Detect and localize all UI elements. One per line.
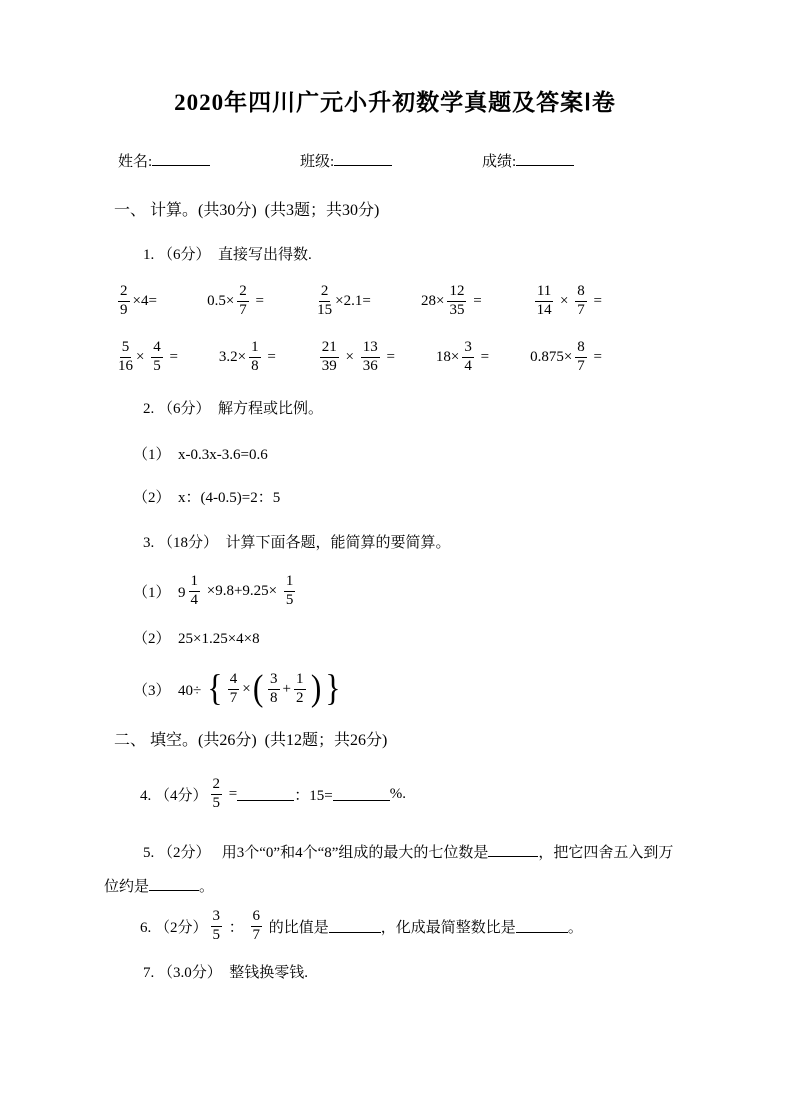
big-bracket: (	[252, 668, 264, 710]
math-text: ×2.1=	[335, 292, 371, 309]
math-text: ：	[225, 919, 248, 936]
big-bracket: {	[207, 668, 223, 710]
question-7-label: 7. （3.0分） 整钱换零钱.	[143, 965, 309, 981]
name-label: 姓名:	[118, 154, 153, 170]
fraction: $\frac{11}{14}$	[536, 282, 552, 318]
math-text: 0.875×	[530, 348, 573, 365]
fraction: $\frac{2}{5}$	[212, 775, 221, 811]
section-2-heading: 二、 填空。(共26分) (共12题；共26分)	[114, 732, 388, 749]
fraction: $\frac{2}{9}$	[120, 282, 128, 318]
question-3-part-1	[133, 569, 790, 613]
student-info-row	[118, 150, 790, 172]
math-text: =	[476, 348, 490, 365]
page-title: 2020年四川广元小升初数学真题及答案Ⅰ卷	[174, 90, 616, 115]
math-expression	[436, 340, 489, 375]
math-text: ，化成最简整数比是	[380, 919, 516, 936]
math-expression	[317, 340, 395, 375]
math-text: =	[589, 348, 602, 365]
math-text: ×	[136, 348, 149, 365]
math-expression	[207, 284, 264, 319]
math-text: （3） 40÷	[133, 682, 205, 699]
answer-blank-line	[516, 919, 568, 933]
math-text: 。	[199, 879, 215, 895]
fraction: $\frac{3}{5}$	[212, 907, 221, 943]
math-text: =	[589, 292, 602, 309]
question-5-paragraph	[104, 836, 682, 904]
answer-blank-line	[333, 787, 390, 801]
fraction: $\frac{1}{5}$	[285, 572, 294, 608]
question-6-line	[140, 904, 790, 948]
name-field	[118, 150, 210, 171]
math-text: 5. （2分） 用3个“0”和4个“8”组成的最大的七位数是	[143, 845, 489, 861]
math-text: ×4=	[132, 292, 157, 309]
math-text: %.	[389, 785, 406, 802]
math-text: 的比值是	[265, 919, 329, 936]
fraction: $\frac{5}{16}$	[118, 338, 133, 374]
math-expression	[219, 340, 276, 375]
fraction: $\frac{4}{5}$	[153, 338, 161, 374]
fraction: $\frac{2}{15}$	[317, 282, 333, 318]
fraction: $\frac{3}{8}$	[270, 670, 278, 706]
fraction: $\frac{6}{7}$	[252, 907, 261, 943]
question-1-row-1	[115, 279, 602, 323]
score-blank-line	[516, 152, 574, 166]
math-text: （1） 9	[133, 584, 186, 601]
math-text: +	[282, 680, 292, 697]
score-field	[482, 150, 574, 171]
question-2-part-2: （2） x：(4-0.5)=2：5	[133, 490, 281, 506]
answer-blank-line	[329, 919, 381, 933]
answer-blank-line	[149, 877, 199, 891]
fraction: $\frac{8}{7}$	[577, 338, 585, 374]
name-blank-line	[152, 152, 210, 166]
answer-blank-line	[488, 843, 538, 857]
class-field	[300, 150, 392, 171]
question-1-label: 1. （6分） 直接写出得数.	[143, 247, 312, 263]
math-text: 28×	[421, 292, 445, 309]
math-text: =	[263, 348, 276, 365]
math-text: =	[225, 785, 238, 802]
math-text: ，把它四舍五入到万位约是	[104, 845, 674, 895]
math-text: 0.5×	[207, 292, 235, 309]
fraction: $\frac{13}{36}$	[362, 338, 378, 374]
question-2-part-1: （1） x-0.3x-3.6=0.6	[133, 447, 268, 463]
math-text: ×9.8+9.25×	[203, 582, 281, 599]
question-4-line	[140, 772, 790, 816]
math-expression	[530, 340, 602, 375]
fraction: $\frac{1}{8}$	[251, 338, 259, 374]
math-text: 6. （2分）	[140, 919, 208, 936]
math-text: ×	[242, 680, 251, 697]
math-expression	[421, 284, 482, 319]
fraction: $\frac{3}{4}$	[464, 338, 472, 374]
class-blank-line	[334, 152, 392, 166]
fraction: $\frac{21}{39}$	[321, 338, 337, 374]
fraction: $\frac{1}{4}$	[190, 572, 199, 608]
question-1-row-2	[115, 335, 602, 379]
question-2-label: 2. （6分） 解方程或比例。	[143, 401, 324, 417]
big-bracket: }	[325, 668, 341, 710]
math-expression	[115, 284, 157, 319]
math-expression	[115, 340, 178, 375]
score-label: 成绩:	[482, 154, 517, 170]
math-text: 4. （4分）	[140, 787, 208, 804]
fraction: $\frac{1}{2}$	[296, 670, 304, 706]
math-text: ：15=	[294, 787, 333, 804]
question-3-part-2: （2） 25×1.25×4×8	[133, 631, 260, 647]
math-text: =	[382, 348, 395, 365]
math-text: 。	[567, 919, 583, 936]
math-expression	[532, 284, 602, 319]
big-bracket: )	[310, 668, 321, 710]
fraction: $\frac{4}{7}$	[229, 670, 238, 706]
question-3-label: 3. （18分） 计算下面各题，能简算的要简算。	[143, 535, 451, 551]
math-text: ×	[341, 348, 358, 365]
math-text: =	[251, 292, 265, 309]
math-text: 3.2×	[218, 348, 247, 365]
math-text: =	[469, 292, 482, 309]
fraction: $\frac{12}{35}$	[449, 282, 465, 318]
math-expression	[314, 284, 371, 319]
question-3-part-3	[133, 665, 790, 713]
fraction: $\frac{2}{7}$	[239, 282, 247, 318]
section-1-heading: 一、 计算。(共30分) (共3题；共30分)	[114, 202, 380, 219]
math-text: =	[165, 348, 178, 365]
answer-blank-line	[237, 787, 294, 801]
fraction: $\frac{8}{7}$	[577, 282, 585, 318]
class-label: 班级:	[300, 154, 335, 170]
math-text: ×	[556, 292, 573, 309]
math-text: 18×	[435, 348, 460, 365]
